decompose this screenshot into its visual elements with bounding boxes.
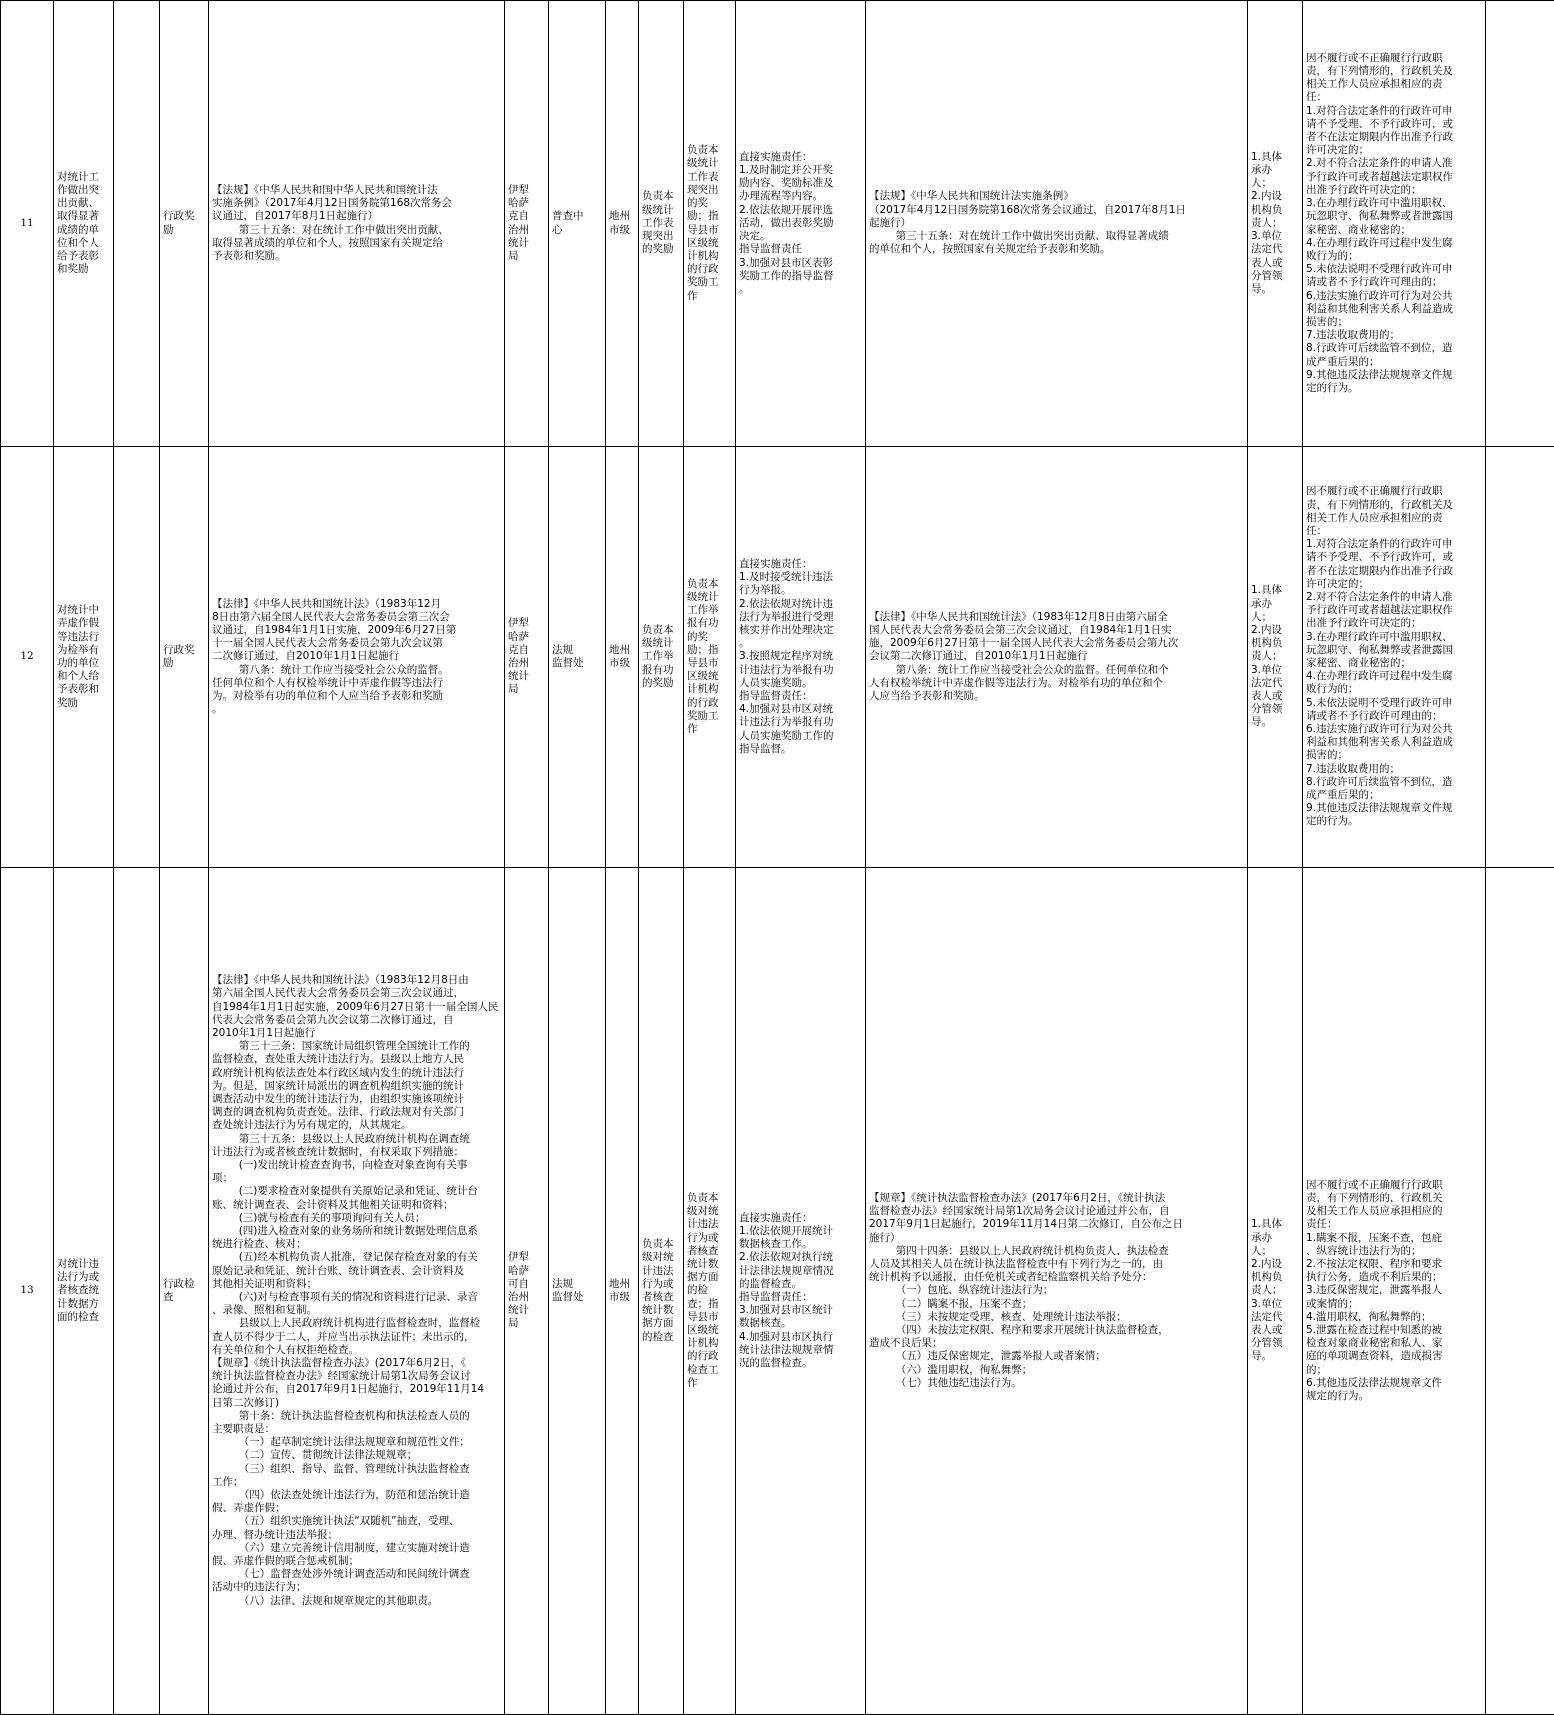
remark xyxy=(1486,1,1554,447)
accountability-subject: 1.具体 承办 人； 2.内设 机构负 责人； 3.单位 法定代 表人或 分管领 导。 xyxy=(1248,1,1303,447)
remark xyxy=(1486,868,1554,1715)
responsible-department: 法规 监督处 xyxy=(549,447,606,868)
accountability-basis: 【法规】《中华人民共和国统计法实施条例》 （2017年4月12日国务院第168次常务会议通过，自2017年8月1日 起施行） 第三十五条：对在统计工作中做出突出贡献、取得显著成绩 的单位和个人，按照国家有关规定给予表彰和奖励。 xyxy=(866,1,1248,447)
duty-division: 负责本 级统计 工作举 报有功 的奖 励；指 导县市 区级统 计机构 的行政 奖励工 作 xyxy=(684,447,736,868)
responsible-department: 普查中 心 xyxy=(549,1,606,447)
implementing-agency: 伊犁 哈萨 克自 治州 统计 局 xyxy=(505,1,549,447)
item-name: 对统计中 弄虚作假 等违法行 为检举有 功的单位 和个人给 予表彰和 奖励 xyxy=(54,447,114,868)
responsibility-items: 直接实施责任： 1.及时接受统计违法 行为举报。 2.依法依规对统计违 法行为举报进行受理 核实并作出处理决定 。 3.按照规定程序对统 计违法行为举报有功 人员实施奖励。 指导监督责任： 4.加强对县市区对统 计违法行为举报有功 人员实施奖励工作的 指导监督。 xyxy=(736,447,866,868)
power-category: 行政奖 励 xyxy=(160,447,209,868)
responsibility-items: 直接实施责任： 1.依法依规开展统计 数据核查工作。 2.依法依规对执行统 计法律法规规章情况 的监督检查。 指导监督责任： 3.加强对县市区统计 数据核查。 4.加强对县市区执行 统计法律法规规章情 况的监督检查。 xyxy=(736,868,866,1715)
exercise-content: 负责本 级统计 工作举 报有功 的奖励 xyxy=(639,447,684,868)
table-row xyxy=(1,868,1554,1715)
responsibility-items: 直接实施责任： 1.及时制定并公开奖 励内容、奖励标准及 办理流程等内容。 2.依法依规开展评选 活动，做出表彰奖励 决定。 指导监督责任 3.加强对县市区表彰 奖励工作的指导监督 。 xyxy=(736,1,866,447)
accountability-circumstances: 因不履行或不正确履行行政职 责，有下列情形的，行政机关及 相关工作人员应承担相应的责 任： 1.对符合法定条件的行政许可申 请不予受理、不予行政许可，或 者不在法定期限内作出准予行政 许可决定的； 2.对不符合法定条件的申请人准 予行政许可或者超越法定职权作 出准予行政许可决定的； 3.在办理行政许可中滥用职权、 玩忽职守、徇私舞弊或者泄露国 家秘密、商业秘密的； 4.在办理行政许可过程中发生腐 败行为的； 5.未依法说明不受理行政许可申 请或者不予行政许可理由的； 6.违法实施行政许可行为对公共 利益和其他利害关系人利益造成 损害的； 7.违法收取费用的； 8.行政许可后续监管不到位，造 成严重后果的； 9.其他违反法律法规规章文件规 定的行为。 xyxy=(1303,447,1486,868)
admin-level: 地州 市级 xyxy=(606,1,639,447)
sub-item xyxy=(114,447,160,868)
responsible-department: 法规 监督处 xyxy=(549,868,606,1715)
accountability-subject: 1.具体 承办 人； 2.内设 机构负 责人； 3.单位 法定代 表人或 分管领 导。 xyxy=(1248,447,1303,868)
accountability-basis: 【规章】《统计执法监督检查办法》(2017年6月2日，《统计执法 监督检查办法》经国家统计局第1次局务会议讨论通过并公布，自 2017年9月1日起施行，2019年11月14日第二次修订，自公布之日 施行） 第四十四条：县级以上人民政府统计机构负责人、执法检查 人员及其相关人员在统计执法监督检查中有下列行为之一的，由 统计机构予以通报，由任免机关或者纪检监察机关给予处分： （一）包庇、纵容统计违法行为； （二）瞒案不报，压案不查； （三）未按规定受理、核查、处理统计违法举报； （四）未按法定权限、程序和要求开展统计执法监督检查， 造成不良后果； （五）违反保密规定，泄露举报人或者案情； （六）滥用职权，徇私舞弊； （七）其他违纪违法行为。 xyxy=(866,868,1248,1715)
accountability-circumstances: 因不履行或不正确履行行政职 责，有下列情形的，行政机关 及相关工作人员应承担相应的 责任： 1.瞒案不报，压案不查，包庇 、纵容统计违法行为的； 2.不按法定权限、程序和要求 执行公务，造成不利后果的； 3.违反保密规定，泄露举报人 或案情的； 4.滥用职权，徇私舞弊的； 5.泄露在检查过程中知悉的被 检查对象商业秘密和私人、家 庭的单项调查资料，造成损害 的； 6.其他违反法律法规规章文件 规定的行为。 xyxy=(1303,868,1486,1715)
table-row xyxy=(1,447,1554,868)
row-index: 13 xyxy=(1,868,54,1715)
duty-division: 负责本 级对统 计违法 行为或 者核查 统计数 据方面 的检 查；指 导县市 区级统 计机构 的行政 检查工 作 xyxy=(684,868,736,1715)
admin-level: 地州 市级 xyxy=(606,447,639,868)
duty-division: 负责本 级统计 工作表 现突出 的奖 励；指 导县市 区级统 计机构 的行政 奖励工 作 xyxy=(684,1,736,447)
legal-basis: 【法律】《中华人民共和国统计法》（1983年12月 8日由第六届全国人民代表大会常务委员会第三次会 议通过，自1984年1月1日实施，2009年6月27日第 十一届全国人民代表大会常务委员会第九次会议第 二次修订通过，自2010年1月1日起施行 第八条：统计工作应当接受社会公众的监督。 任何单位和个人有权检举统计中弄虚作假等违法行 为。对检举有功的单位和个人应当给予表彰和奖励 。 xyxy=(209,447,505,868)
item-name: 对统计违 法行为或 者核查统 计数据方 面的检查 xyxy=(54,868,114,1715)
admin-level: 地州 市级 xyxy=(606,868,639,1715)
row-index: 12 xyxy=(1,447,54,868)
remark xyxy=(1486,447,1554,868)
power-category: 行政检 查 xyxy=(160,868,209,1715)
item-name: 对统计工 作做出突 出贡献、 取得显著 成绩的单 位和个人 给予表彰 和奖励 xyxy=(54,1,114,447)
sub-item xyxy=(114,1,160,447)
accountability-subject: 1.具体 承办 人； 2.内设 机构负 责人； 3.单位 法定代 表人或 分管领 导。 xyxy=(1248,868,1303,1715)
legal-basis: 【法律】《中华人民共和国统计法》（1983年12月8日由 第六届全国人民代表大会常务委员会第三次会议通过， 自1984年1月1日起实施，2009年6月27日第十一届全国人民 代表大会常务委员会第九次会议第二次修订通过，自 2010年1月1日起施行 第三十三条：国家统计局组织管理全国统计工作的 监督检查，查处重大统计违法行为。县级以上地方人民 政府统计机构依法查处本行政区域内发生的统计违法行 为。但是，国家统计局派出的调查机构组织实施的统计 调查活动中发生的统计违法行为，由组织实施该项统计 调查的调查机构负责查处。法律、行政法规对有关部门 查处统计违法行为另有规定的，从其规定。 第三十五条：县级以上人民政府统计机构在调查统 计违法行为或者核查统计数据时，有权采取下列措施： (一)发出统计检查查询书，向检查对象查询有关事 项； (二)要求检查对象提供有关原始记录和凭证、统计台 账、统计调查表、会计资料及其他相关证明和资料； (三)就与检查有关的事项询问有关人员； (四)进入检查对象的业务场所和统计数据处理信息系 统进行检查、核对； (五)经本机构负责人批准，登记保存检查对象的有关 原始记录和凭证、统计台账、统计调查表、会计资料及 其他相关证明和资料； (六)对与检查事项有关的情况和资料进行记录、录音 、录像、照相和复制。 县级以上人民政府统计机构进行监督检查时，监督检 查人员不得少于二人，并应当出示执法证件；未出示的， 有关单位和个人有权拒绝检查。 【规章】《统计执法监督检查办法》(2017年6月2日，《 统计执法监督检查办法》经国家统计局第1次局务会议讨 论通过并公布，自2017年9月1日起施行，2019年11月14 日第二次修订) 第十条：统计执法监督检查机构和执法检查人员的 主要职责是： （一）起草制定统计法律法规规章和规范性文件； （二）宣传、贯彻统计法律法规规章； （三）组织、指导、监督、管理统计执法监督检查 工作； （四）依法查处统计违法行为，防范和惩治统计造 假、弄虚作假； （五）组织实施统计执法“双随机”抽查，受理、 办理、督办统计违法举报； （六）建立完善统计信用制度，建立实施对统计造 假、弄虚作假的联合惩戒机制； （七）监督查处涉外统计调查活动和民间统计调查 活动中的违法行为； （八）法律、法规和规章规定的其他职责。 xyxy=(209,868,505,1715)
exercise-content: 负责本 级统计 工作表 现突出 的奖励 xyxy=(639,1,684,447)
implementing-agency: 伊犁 哈萨 克自 治州 统计 局 xyxy=(505,447,549,868)
table-row xyxy=(1,1,1554,447)
implementing-agency: 伊犁 哈萨 可自 治州 统计 局 xyxy=(505,868,549,1715)
sub-item xyxy=(114,868,160,1715)
accountability-circumstances: 因不履行或不正确履行行政职 责，有下列情形的，行政机关及 相关工作人员应承担相应的责 任： 1.对符合法定条件的行政许可申 请不予受理、不予行政许可，或 者不在法定期限内作出准予行政 许可决定的； 2.对不符合法定条件的申请人准 予行政许可或者超越法定职权作 出准予行政许可决定的； 3.在办理行政许可中滥用职权、 玩忽职守、徇私舞弊或者泄露国 家秘密、商业秘密的； 4.在办理行政许可过程中发生腐 败行为的； 5.未依法说明不受理行政许可申 请或者不予行政许可理由的； 6.违法实施行政许可行为对公共 利益和其他利害关系人利益造成 损害的； 7.违法收取费用的； 8.行政许可后续监管不到位，造 成严重后果的； 9.其他违反法律法规规章文件规 定的行为。 xyxy=(1303,1,1486,447)
row-index: 11 xyxy=(1,1,54,447)
power-category: 行政奖 励 xyxy=(160,1,209,447)
exercise-content: 负责本 级对统 计违法 行为或 者核查 统计数 据方面 的检查 xyxy=(639,868,684,1715)
accountability-basis: 【法律】《中华人民共和国统计法》（1983年12月8日由第六届全 国人民代表大会常务委员会第三次会议通过，自1984年1月1日实 施，2009年6月27日第十一届全国人民代表大会常务委员会第九次 会议第二次修订通过，自2010年1月1日起施行 第八条：统计工作应当接受社会公众的监督。任何单位和个 人有权检举统计中弄虚作假等违法行为。对检举有功的单位和个 人应当给予表彰和奖励。 xyxy=(866,447,1248,868)
legal-basis: 【法规】《中华人民共和国中华人民共和国统计法 实施条例》（2017年4月12日国务院第168次常务会 议通过，自2017年8月1日起施行） 第三十五条：对在统计工作中做出突出贡献、 取得显著成绩的单位和个人，按照国家有关规定给 予表彰和奖励。 xyxy=(209,1,505,447)
